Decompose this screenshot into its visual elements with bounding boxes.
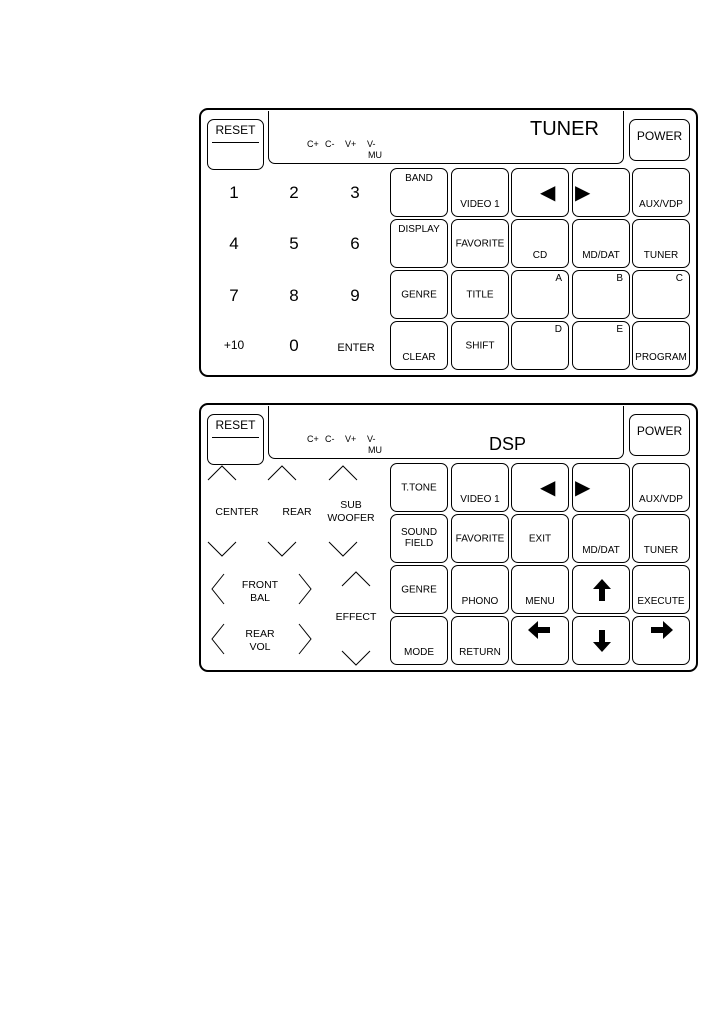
triangle-right-icon: ▶ — [575, 477, 591, 499]
left-triangle-button[interactable] — [511, 463, 569, 512]
cd-label: CD — [532, 250, 548, 261]
front-bal-right-icon[interactable] — [298, 573, 312, 605]
key-8[interactable]: 8 — [289, 286, 299, 305]
mode-button[interactable] — [390, 616, 448, 665]
key-enter[interactable]: ENTER — [337, 342, 375, 354]
display-label: DISPLAY — [398, 224, 440, 235]
key-7[interactable]: 7 — [229, 286, 239, 305]
power-label: POWER — [636, 129, 683, 143]
video1-button[interactable] — [451, 168, 509, 217]
favorite-label: FAVORITE — [455, 238, 505, 249]
tuner-remote-panel — [199, 108, 698, 377]
arrow-down-icon — [593, 630, 611, 652]
favorite-button[interactable] — [451, 514, 509, 563]
md-dat-button[interactable] — [572, 219, 630, 268]
center-down-icon[interactable] — [207, 541, 237, 557]
tuner-button[interactable] — [632, 219, 690, 268]
video1-label: VIDEO 1 — [460, 199, 500, 210]
subwoofer-down-icon[interactable] — [328, 541, 358, 557]
dsp-remote-panel — [199, 403, 698, 672]
triangle-right-icon: ▶ — [575, 182, 591, 204]
key-3[interactable]: 3 — [350, 183, 360, 202]
reset-button[interactable] — [207, 119, 264, 170]
cursor-down-button[interactable] — [572, 616, 630, 665]
program-button[interactable] — [632, 321, 690, 370]
aux-vdp-button[interactable] — [632, 463, 690, 512]
genre-label: GENRE — [401, 584, 437, 595]
vol-label: VOL — [249, 641, 271, 653]
band-label: BAND — [405, 173, 433, 184]
title-button[interactable] — [451, 270, 509, 319]
execute-label: EXECUTE — [637, 596, 685, 607]
aux-vdp-label: AUX/VDP — [639, 494, 683, 505]
preset-e-label: E — [616, 324, 623, 335]
front-bal-left-icon[interactable] — [211, 573, 225, 605]
effect-label: EFFECT — [335, 611, 377, 623]
key-plus10[interactable]: +10 — [223, 338, 245, 352]
v-plus-indicator: V+ — [345, 434, 357, 444]
preset-c-label: C — [675, 273, 683, 284]
key-1[interactable]: 1 — [229, 183, 239, 202]
genre-button[interactable] — [390, 565, 448, 614]
key-2[interactable]: 2 — [289, 183, 299, 202]
triangle-left-icon: ◀ — [540, 182, 556, 204]
t-tone-button[interactable] — [390, 463, 448, 512]
v-minus-indicator: V- — [367, 139, 376, 149]
cursor-right-button[interactable] — [632, 616, 690, 665]
triangle-left-icon: ◀ — [540, 477, 556, 499]
menu-button[interactable] — [511, 565, 569, 614]
display-button[interactable] — [390, 219, 448, 268]
effect-down-icon[interactable] — [341, 650, 371, 666]
preset-b-button[interactable] — [572, 270, 630, 319]
md-dat-button[interactable] — [572, 514, 630, 563]
lcd-display — [268, 111, 624, 164]
video1-button[interactable] — [451, 463, 509, 512]
rear-vol-rear-label: REAR — [245, 628, 275, 640]
preset-a-label: A — [555, 273, 562, 284]
rear-up-icon[interactable] — [267, 465, 297, 481]
arrow-left-icon — [528, 621, 550, 639]
preset-d-label: D — [554, 324, 562, 335]
md-dat-label: MD/DAT — [582, 545, 620, 556]
sound-label: SOUND — [400, 527, 438, 538]
display-source-text: TUNER — [530, 118, 599, 140]
preset-a-button[interactable] — [511, 270, 569, 319]
c-minus-indicator: C- — [325, 139, 335, 149]
cursor-up-button[interactable] — [572, 565, 630, 614]
center-up-icon[interactable] — [207, 465, 237, 481]
exit-button[interactable] — [511, 514, 569, 563]
key-0[interactable]: 0 — [289, 336, 299, 355]
woofer-label: WOOFER — [327, 512, 375, 524]
c-plus-indicator: C+ — [307, 139, 319, 149]
sound-field-button[interactable] — [390, 514, 448, 563]
aux-vdp-label: AUX/VDP — [639, 199, 683, 210]
reset-divider — [212, 142, 259, 143]
sub-label: SUB — [340, 499, 362, 511]
cursor-left-button[interactable] — [511, 616, 569, 665]
right-triangle-button[interactable] — [572, 463, 630, 512]
execute-button[interactable] — [632, 565, 690, 614]
aux-vdp-button[interactable] — [632, 168, 690, 217]
rear-label: REAR — [282, 506, 312, 518]
rear-down-icon[interactable] — [267, 541, 297, 557]
phono-button[interactable] — [451, 565, 509, 614]
mu-indicator: MU — [368, 445, 382, 455]
shift-label: SHIFT — [465, 340, 495, 351]
md-dat-label: MD/DAT — [582, 250, 620, 261]
tune-right-button[interactable] — [572, 168, 630, 217]
rear-vol-right-icon[interactable] — [298, 623, 312, 655]
tuner-button[interactable] — [632, 514, 690, 563]
exit-label: EXIT — [528, 533, 552, 544]
preset-c-button[interactable] — [632, 270, 690, 319]
mode-label: MODE — [404, 647, 434, 658]
genre-label: GENRE — [401, 289, 437, 300]
lcd-display — [268, 406, 624, 459]
rear-vol-left-icon[interactable] — [211, 623, 225, 655]
reset-button[interactable] — [207, 414, 264, 465]
phono-label: PHONO — [461, 596, 499, 607]
tuner-label: TUNER — [643, 250, 679, 261]
arrow-up-icon — [593, 579, 611, 601]
clear-button[interactable] — [390, 321, 448, 370]
reset-divider — [212, 437, 259, 438]
c-plus-indicator: C+ — [307, 434, 319, 444]
key-6[interactable]: 6 — [350, 234, 360, 253]
favorite-button[interactable] — [451, 219, 509, 268]
key-4[interactable]: 4 — [229, 234, 239, 253]
genre-button[interactable] — [390, 270, 448, 319]
effect-up-icon[interactable] — [341, 571, 371, 587]
key-5[interactable]: 5 — [289, 234, 299, 253]
power-button[interactable] — [629, 414, 690, 456]
key-9[interactable]: 9 — [350, 286, 360, 305]
program-label: PROGRAM — [635, 352, 687, 363]
c-minus-indicator: C- — [325, 434, 335, 444]
cd-button[interactable] — [511, 219, 569, 268]
band-button[interactable] — [390, 168, 448, 217]
reset-label: RESET — [215, 123, 256, 137]
power-button[interactable] — [629, 119, 690, 161]
clear-label: CLEAR — [402, 352, 436, 363]
favorite-label: FAVORITE — [455, 533, 505, 544]
return-label: RETURN — [459, 647, 501, 658]
title-label: TITLE — [466, 289, 494, 300]
field-label: FIELD — [404, 538, 434, 549]
bal-label: BAL — [250, 592, 270, 604]
v-minus-indicator: V- — [367, 434, 376, 444]
menu-label: MENU — [525, 596, 555, 607]
front-label: FRONT — [241, 579, 279, 591]
preset-d-button[interactable] — [511, 321, 569, 370]
mu-indicator: MU — [368, 150, 382, 160]
arrow-right-icon — [651, 621, 673, 639]
return-button[interactable] — [451, 616, 509, 665]
reset-label: RESET — [215, 418, 256, 432]
tuner-label: TUNER — [643, 545, 679, 556]
preset-e-button[interactable] — [572, 321, 630, 370]
display-source-text: DSP — [489, 434, 527, 454]
tune-left-button[interactable] — [511, 168, 569, 217]
v-plus-indicator: V+ — [345, 139, 357, 149]
power-label: POWER — [636, 424, 683, 438]
t-tone-label: T.TONE — [401, 482, 437, 493]
center-label: CENTER — [215, 506, 259, 518]
shift-button[interactable] — [451, 321, 509, 370]
video1-label: VIDEO 1 — [460, 494, 500, 505]
subwoofer-up-icon[interactable] — [328, 465, 358, 481]
preset-b-label: B — [616, 273, 623, 284]
